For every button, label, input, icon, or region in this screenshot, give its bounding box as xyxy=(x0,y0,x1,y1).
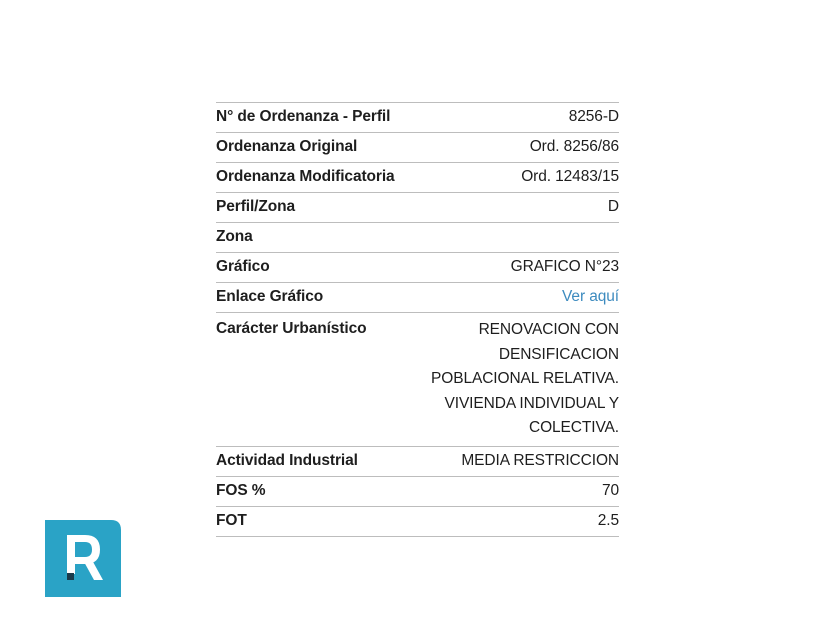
row-value: Ord. 8256/86 xyxy=(529,138,619,155)
zoning-info-table xyxy=(216,102,619,537)
table-row-urban-character xyxy=(216,313,619,447)
table-row-modifying-ordinance xyxy=(216,163,619,193)
logo-dot xyxy=(67,573,74,580)
row-label: N° de Ordenanza - Perfil xyxy=(216,108,391,125)
row-value: MEDIA RESTRICCION xyxy=(461,451,619,469)
table-row-graphic xyxy=(216,253,619,283)
row-label: Ordenanza Original xyxy=(216,138,358,155)
row-label: Zona xyxy=(216,228,253,245)
table-row-ordinance-profile xyxy=(216,103,619,133)
table-row-original-ordinance xyxy=(216,133,619,163)
view-graphic-link[interactable]: Ver aquí xyxy=(562,288,619,305)
table-row-graphic-link xyxy=(216,283,619,313)
table-row-zone xyxy=(216,223,619,253)
row-label: Actividad Industrial xyxy=(216,451,358,469)
row-label: Ordenanza Modificatoria xyxy=(216,168,395,185)
row-value: Ord. 12483/15 xyxy=(521,168,619,185)
table-row-industrial-activity xyxy=(216,447,619,477)
table-row-fot xyxy=(216,507,619,537)
brand-logo xyxy=(45,520,121,597)
row-label: Enlace Gráfico xyxy=(216,288,324,305)
row-value: D xyxy=(607,198,619,215)
row-value: 70 xyxy=(601,481,619,499)
row-label: Perfil/Zona xyxy=(216,198,295,215)
row-label: Carácter Urbanístico xyxy=(216,320,367,337)
row-value: GRAFICO N°23 xyxy=(510,258,619,275)
row-value: RENOVACION CON DENSIFICACION POBLACIONAL RELATIVA. VIVIENDA INDIVIDUAL Y COLECTIVA. xyxy=(431,321,619,436)
row-label: FOS % xyxy=(216,481,266,499)
row-value: 8256-D xyxy=(568,108,619,125)
row-label: FOT xyxy=(216,511,247,529)
table-row-profile-zone xyxy=(216,193,619,223)
row-value: 2.5 xyxy=(597,511,619,529)
table-row-fos xyxy=(216,477,619,507)
row-label: Gráfico xyxy=(216,258,270,275)
